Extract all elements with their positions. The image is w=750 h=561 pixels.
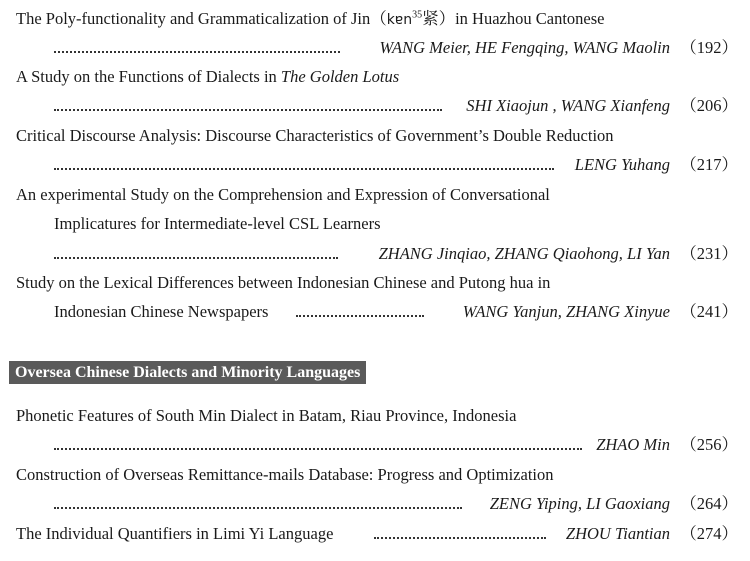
entry-title: A Study on the Functions of Dialects in — [16, 67, 281, 86]
entry-title: Study on the Lexical Differences between Indonesian Chinese and Putong hua in — [16, 273, 551, 292]
toc-entry-title — [0, 123, 750, 149]
entry-title-suffix: ）in Huazhou Cantonese — [438, 9, 605, 28]
toc-entry-title — [0, 403, 750, 429]
dot-leader — [54, 51, 340, 53]
toc-entry-byline — [0, 491, 750, 517]
dot-leader — [54, 168, 554, 170]
toc-entry-title — [0, 182, 750, 208]
entry-authors: ZHOU Tiantian — [565, 524, 670, 543]
dot-leader — [374, 537, 546, 539]
entry-authors: ZHANG Jinqiao, ZHANG Qiaohong, LI Yan — [378, 244, 670, 263]
entry-title-italic: The Golden Lotus — [280, 67, 400, 86]
entry-title: An experimental Study on the Comprehension and Expression of Conversational — [16, 185, 550, 204]
entry-title: The Poly-functionality and Grammaticalization of Jin（ — [16, 9, 387, 28]
entry-page: （264） — [680, 494, 738, 513]
entry-page: （241） — [680, 302, 738, 321]
dot-leader — [54, 507, 462, 509]
entry-title: The Individual Quantifiers in Limi Yi Language — [16, 524, 334, 543]
tone-number: 35 — [412, 9, 423, 21]
toc-entry-byline — [0, 241, 750, 267]
entry-title-line2: Implicatures for Intermediate-level CSL Learners — [54, 214, 381, 233]
phonetic-transcription: kɐn — [386, 12, 413, 28]
entry-page: （192） — [680, 38, 738, 57]
entry-authors: SHI Xiaojun , WANG Xianfeng — [466, 96, 670, 115]
entry-title: Construction of Overseas Remittance-mails Database: Progress and Optimization — [16, 465, 554, 484]
dot-leader — [296, 315, 424, 317]
toc-entry-byline — [0, 93, 750, 119]
toc-entry-title — [0, 462, 750, 488]
entry-authors: WANG Yanjun, ZHANG Xinyue — [462, 302, 670, 321]
toc-entry — [0, 521, 750, 547]
toc-entry-byline — [0, 35, 750, 61]
entry-page: （274） — [680, 524, 738, 543]
section-heading: Oversea Chinese Dialects and Minority Languages — [9, 361, 366, 384]
entry-title-line2: Indonesian Chinese Newspapers — [54, 302, 269, 321]
entry-authors: LENG Yuhang — [574, 155, 670, 174]
entry-authors: WANG Meier, HE Fengqing, WANG Maolin — [379, 38, 670, 57]
entry-page: （217） — [680, 155, 738, 174]
toc-entry-title — [0, 64, 750, 90]
entry-page: （231） — [680, 244, 738, 263]
toc-entry-title — [0, 6, 750, 32]
dot-leader — [54, 109, 442, 111]
entry-authors: ZHAO Min — [596, 435, 670, 454]
toc-entry-byline — [0, 299, 750, 325]
dot-leader — [54, 257, 338, 259]
toc-entry-byline — [0, 432, 750, 458]
toc-entry-title-continued — [0, 211, 750, 237]
entry-page: （256） — [680, 435, 738, 454]
toc-entry-byline — [0, 152, 750, 178]
entry-page: （206） — [680, 96, 738, 115]
entry-title: Critical Discourse Analysis: Discourse Characteristics of Government’s Double Reduction — [16, 126, 614, 145]
dot-leader — [54, 448, 582, 450]
chinese-character: 紧 — [422, 9, 439, 28]
entry-authors: ZENG Yiping, LI Gaoxiang — [489, 494, 670, 513]
entry-title: Phonetic Features of South Min Dialect in Batam, Riau Province, Indonesia — [16, 406, 517, 425]
toc-entry-title — [0, 270, 750, 296]
